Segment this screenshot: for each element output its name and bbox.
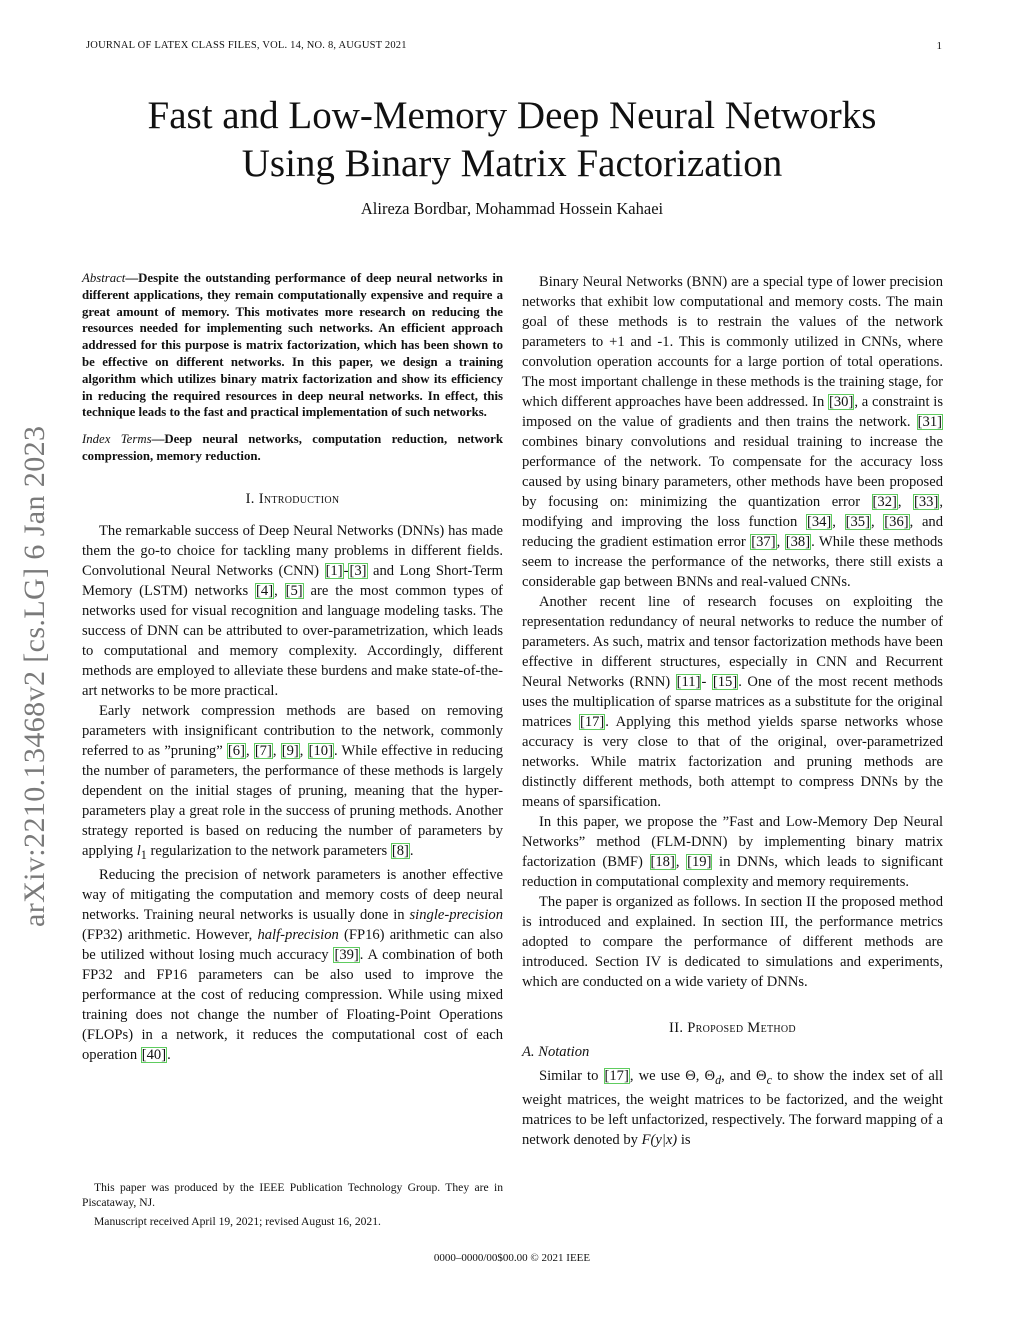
citation[interactable]: [19] [687, 854, 712, 870]
citation[interactable]: [30] [829, 394, 854, 410]
index-terms-text: —Deep neural networks, computation reduction, network compression, memory reduction. [82, 432, 503, 463]
right-paragraph-4: The paper is organized as follows. In section II the proposed method is introduced and explained. In section III, the performance metrics adopted to compare the performance of different methods are introduced. Section IV is dedicated to simulations and experiments, which are conducted on a wide variety of DNNs. [522, 894, 943, 990]
title-line-1: Fast and Low-Memory Deep Neural Networks [147, 94, 877, 137]
intro-paragraph-1: The remarkable success of Deep Neural Networks (DNNs) has made them the go-to choice for tackling many problems in different fields. Convolutional Neural Networks (CNN) [1]-[3] and Long Short-Term Memory (LSTM) networks [4], [5] are the most common types of networks used for visual recognition and language modeling tasks. The success of DNN can be attributed to over-parametrization, which leads to computational and memory complexity. Accordingly, different methods are employed to alleviate these burdens and make state-of-the-art networks to be more practical. [82, 522, 503, 699]
left-column [82, 270, 503, 1065]
right-paragraph-2: Another recent line of research focuses on exploiting the representation redundancy of neural networks to reduce the number of parameters. As such, matrix and tensor factorization methods have been effective in different structures, especially in CNN and Recurrent Neural Networks (RNN) [11]- [15]. One of the most recent methods uses the multiplication of sparse matrices as a substitute for the original matrices [17]. Applying this method yields sparse networks whose accuracy is very close to that of the original, over-parametrized networks. While matrix factorization and pruning methods are distinctly different methods, both attempt to compress DNNs by the means of sparsification. [522, 594, 943, 810]
index-terms-lead: Index Terms [82, 432, 152, 447]
arxiv-stamp[interactable]: arXiv:2210.13468v2 [cs.LG] 6 Jan 2023 [18, 425, 51, 927]
citation[interactable]: [17] [604, 1068, 629, 1084]
abstract [82, 270, 503, 421]
citation[interactable]: [9] [281, 742, 299, 759]
citation[interactable]: [36] [884, 514, 909, 530]
abstract-text: —Despite the outstanding performance of deep neural networks in different applications, they remain computationally expensive and require a great amount of memory. This motivates more research on reducing the resources needed for implementing such networks. An efficient approach addressed for this purpose is matrix factorization, which has been shown to be effective on different networks. In this paper, we design a training algorithm which utilizes binary matrix factorization and show its efficiency in reducing the required resources in deep neural networks. In effect, this technique leads to the fast and practical implementation of such networks. [82, 271, 503, 420]
proposed-method-heading [522, 1018, 943, 1038]
citation[interactable]: [10] [308, 742, 333, 759]
right-paragraph-1: Binary Neural Networks (BNN) are a special type of lower precision networks that exhibit low computational and memory costs. The main goal of these methods is to restrain the values of the network parameters to +1 and -1. This is commonly utilized in CNNs, where convolution operation accounts for a large portion of total operations. The most important challenge in these methods is the training stage, for which different approaches have been addressed. In [30], a constraint is imposed on the value of gradients and then trains the network. [31] combines binary convolutions and residual training to increase the performance of the network. To compensate for the accuracy loss caused by using binary parameters, other methods have been proposed by focusing on: minimizing the quantization error [32], [33], modifying and improving the loss function [34], [35], [36], and reducing the gradient estimation error [37], [38]. While these methods seem to increase the performance of the networks, there still exists a considerable gap between BNNs and real-valued CNNs. [522, 274, 944, 590]
citation[interactable]: [4] [256, 582, 274, 599]
title-line-2: Using Binary Matrix Factorization [241, 142, 783, 185]
citation[interactable]: [18] [650, 854, 675, 870]
intro-heading [82, 489, 503, 509]
math-l1: l [136, 842, 141, 859]
footnotes [82, 1180, 503, 1233]
citation[interactable]: [35] [845, 514, 870, 530]
proposed-title: Proposed Method [687, 1020, 796, 1036]
page-number: 1 [936, 40, 942, 52]
right-column [522, 272, 943, 1150]
intro-title: Introduction [258, 490, 340, 507]
notation-subheading: A. Notation [522, 1044, 590, 1060]
footnote-1: This paper was produced by the IEEE Publication Technology Group. They are in Piscataway, NJ. [82, 1181, 503, 1209]
intro-paragraph-2: Early network compression methods are based on removing parameters with insignificant contribution to the network, commonly referred to as ”pruning” [6], [7], [9], [10]. While effective in reducing the number of parameters, the performance of these methods is largely dependent on the initial stages of pruning, meaning that the hyper-parameters play a great role in the success of pruning methods. Another strategy reported is based on reducing the number of parameters by applying $l_1$ regularization to the network parameters [8]. [82, 702, 504, 862]
citation[interactable]: [33] [914, 494, 939, 510]
footnote-2: Manuscript received April 19, 2021; revised August 16, 2021. [94, 1215, 381, 1228]
running-head: JOURNAL OF LATEX CLASS FILES, VOL. 14, NO. 8, AUGUST 2021 [86, 40, 407, 51]
citation[interactable]: [6] [227, 742, 245, 759]
citation[interactable]: [40] [141, 1046, 167, 1063]
citation[interactable]: [34] [806, 514, 832, 530]
math-forward-mapping: F(y|x) [641, 1131, 678, 1148]
paper-title [0, 92, 1024, 188]
citation[interactable]: [11] [676, 674, 701, 690]
proposed-number: II. [669, 1020, 684, 1036]
intro-number: I. [245, 490, 255, 507]
citation[interactable]: [3] [349, 562, 367, 579]
citation[interactable]: [17] [579, 714, 605, 730]
right-paragraph-5: Similar to [17], we use Θ, $\Theta_d$, and $\Theta_c$ to show the index set of all weight matrices, the weight matrices to be factorized, and the weight matrices to be left unfactorized, respectively. The forward mapping of a network denoted by F(y|x) is [522, 1068, 944, 1148]
citation[interactable]: [5] [285, 582, 303, 599]
citation[interactable]: [7] [254, 742, 272, 759]
citation[interactable]: [31] [917, 414, 942, 430]
citation[interactable]: [8] [391, 842, 409, 859]
intro-paragraph-3: Reducing the precision of network parameters is another effective way of mitigating the computation and memory costs of deep neural networks. Training neural networks is usually done in single-precision (FP32) arithmetic. However, half-precision (FP16) arithmetic can also be utilized without losing much accuracy [39]. A combination of both FP32 and FP16 parameters can be also used to improve the performance at the cost of reducing compression. While using mixed training does not change the number of Floating-Point Operations (FLOPs) in a network, it reduces the computational cost of each operation [40]. [82, 866, 503, 1063]
citation[interactable]: [38] [785, 534, 811, 550]
citation[interactable]: [32] [872, 494, 897, 510]
copyright-line: 0000–0000/00$00.00 © 2021 IEEE [433, 1252, 591, 1264]
right-paragraph-3: In this paper, we propose the ”Fast and Low-Memory Dep Neural Networks” method (FLM-DNN) by implementing binary matrix factorization (BMF) [18], [19] in DNNs, which leads to significant reduction in computational complexity and memory requirements. [522, 814, 944, 890]
citation[interactable]: [15] [712, 674, 738, 690]
citation[interactable]: [37] [751, 534, 776, 550]
authors: Alireza Bordbar, Mohammad Hossein Kahaei [360, 199, 664, 218]
abstract-lead: Abstract [82, 271, 126, 285]
citation[interactable]: [39] [334, 946, 359, 963]
citation[interactable]: [1] [325, 562, 343, 579]
index-terms [82, 431, 503, 465]
